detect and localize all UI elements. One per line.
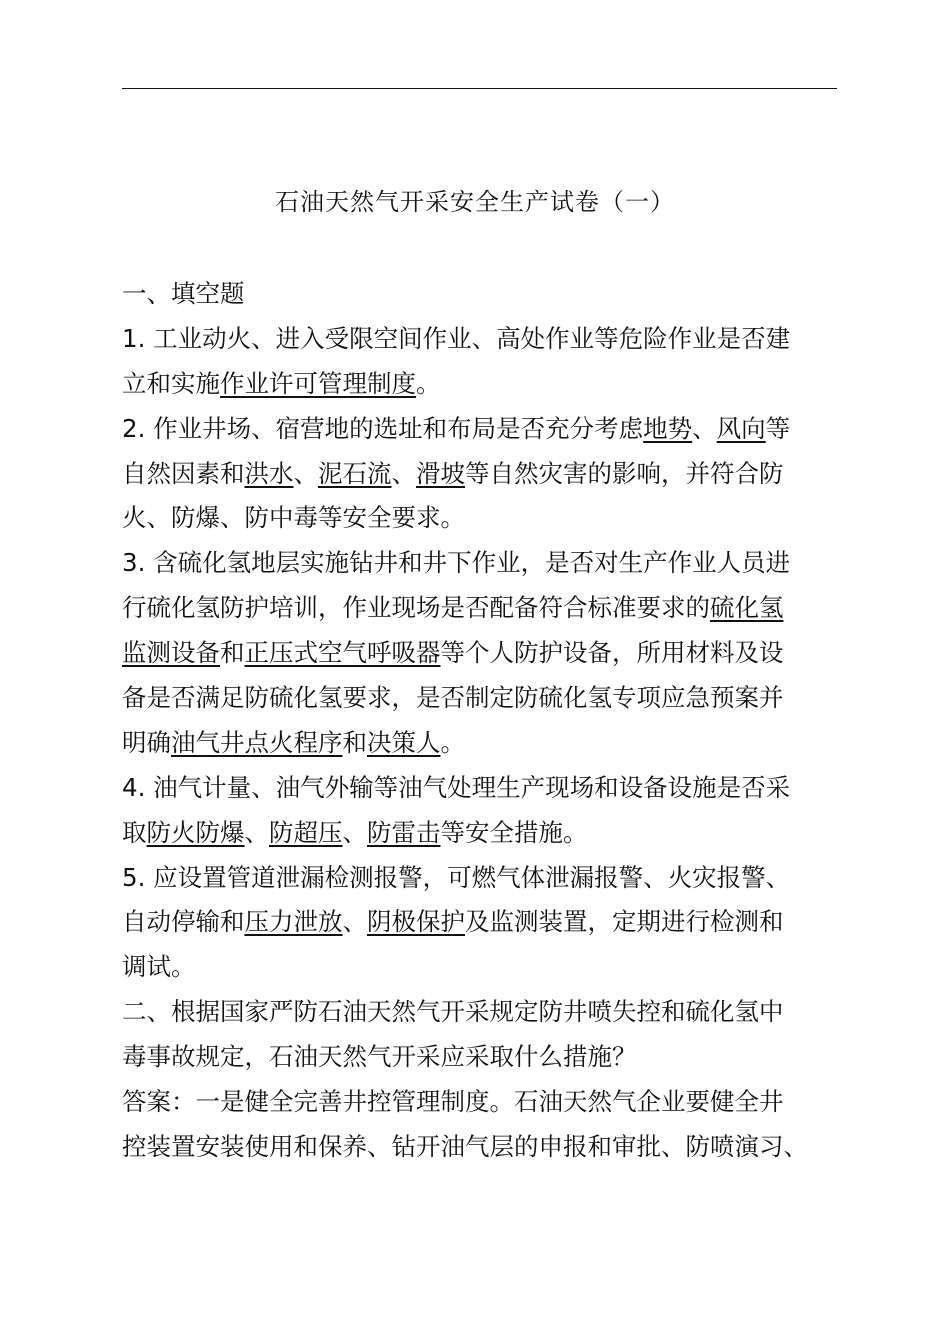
text-line <box>122 676 842 721</box>
text-segment: 。 <box>416 368 441 398</box>
answer-blank: 油气井点火程序 <box>171 727 343 757</box>
text-segment: 调试。 <box>122 952 196 982</box>
text-segment: 火、防爆、防中毒等安全要求。 <box>122 503 465 533</box>
answer-blank: 地势 <box>643 413 693 443</box>
answer-blank: 风向 <box>716 413 766 443</box>
text-segment: 、 <box>342 817 367 847</box>
text-segment: 答案：一是健全完善井控管理制度。石油天然气企业要健全井 <box>122 1087 784 1117</box>
text-segment: 2. 作业井场、宿营地的选址和布局是否充分考虑 <box>122 413 644 443</box>
text-segment: 自动停输和 <box>122 907 245 937</box>
document-title: 石油天然气开采安全生产试卷（一） <box>275 188 675 216</box>
text-segment: 和 <box>342 727 367 757</box>
text-segment: 自然因素和 <box>122 458 245 488</box>
answer-blank: 阴极保护 <box>367 907 465 937</box>
text-segment: 毒事故规定，石油天然气开采应采取什么措施？ <box>122 1042 637 1072</box>
text-segment: 。 <box>440 727 465 757</box>
text-segment: 1. 工业动火、进入受限空间作业、高处作业等危险作业是否建 <box>122 323 791 353</box>
text-segment: 二、根据国家严防石油天然气开采规定防井喷失控和硫化氢中 <box>122 997 784 1027</box>
text-segment: 等自然灾害的影响，并符合防 <box>465 458 784 488</box>
answer-blank: 作业许可管理制度 <box>220 368 416 398</box>
text-line <box>122 721 842 766</box>
answer-blank: 决策人 <box>367 727 441 757</box>
text-line <box>122 317 842 362</box>
answer-blank: 压力泄放 <box>244 907 343 937</box>
text-segment: 等个人防护设备，所用材料及设 <box>440 638 784 668</box>
text-line <box>122 586 842 631</box>
answer-blank: 监测设备 <box>122 638 220 668</box>
text-line <box>122 541 842 586</box>
text-segment: 、 <box>293 458 318 488</box>
text-segment: 控装置安装使用和保养、钻开油气层的申报和审批、防喷演习、 <box>122 1131 808 1161</box>
text-line <box>122 362 842 407</box>
text-line <box>122 407 842 452</box>
text-segment: 、 <box>391 458 416 488</box>
text-line <box>122 811 842 856</box>
text-segment: 备是否满足防硫化氢要求，是否制定防硫化氢专项应急预案并 <box>122 683 784 713</box>
text-line <box>122 945 842 990</box>
text-line <box>122 856 842 901</box>
text-line <box>122 990 842 1035</box>
answer-blank: 正压式空气呼吸器 <box>244 638 441 668</box>
answer-blank: 泥石流 <box>318 458 392 488</box>
text-line <box>122 452 842 497</box>
text-segment: 明确 <box>122 727 171 757</box>
text-segment: 立和实施 <box>122 368 220 398</box>
text-line <box>122 496 842 541</box>
text-segment: 5. 应设置管道泄漏检测报警，可燃气体泄漏报警、火灾报警、 <box>122 862 791 892</box>
text-segment: 一、填空题 <box>122 279 245 308</box>
text-line <box>122 1080 842 1125</box>
text-segment: 、 <box>342 907 367 937</box>
answer-blank: 防雷击 <box>367 817 441 847</box>
header-rule <box>122 88 837 89</box>
text-segment: 3. 含硫化氢地层实施钻井和井下作业，是否对生产作业人员进 <box>122 548 791 578</box>
document-body <box>122 272 842 1170</box>
text-segment: 和 <box>220 638 245 668</box>
text-line <box>122 900 842 945</box>
text-segment: 及监测装置，定期进行检测和 <box>465 907 784 937</box>
text-line <box>122 272 842 317</box>
answer-blank: 防火防爆 <box>146 817 245 847</box>
answer-blank: 洪水 <box>244 458 294 488</box>
text-segment: 、 <box>692 413 717 443</box>
answer-blank: 防超压 <box>269 817 343 847</box>
text-line <box>122 631 842 676</box>
text-line <box>122 1035 842 1080</box>
text-segment: 行硫化氢防护培训，作业现场是否配备符合标准要求的 <box>122 593 710 623</box>
answer-blank: 硫化氢 <box>710 593 784 623</box>
text-segment: 等 <box>765 413 791 443</box>
answer-blank: 滑坡 <box>416 458 465 488</box>
text-segment: 取 <box>122 817 147 847</box>
text-line <box>122 766 842 811</box>
text-segment: 等安全措施。 <box>440 817 588 847</box>
text-segment: 4. 油气计量、油气外输等油气处理生产现场和设备设施是否采 <box>122 772 791 802</box>
text-segment: 、 <box>244 817 269 847</box>
text-line <box>122 1125 842 1170</box>
